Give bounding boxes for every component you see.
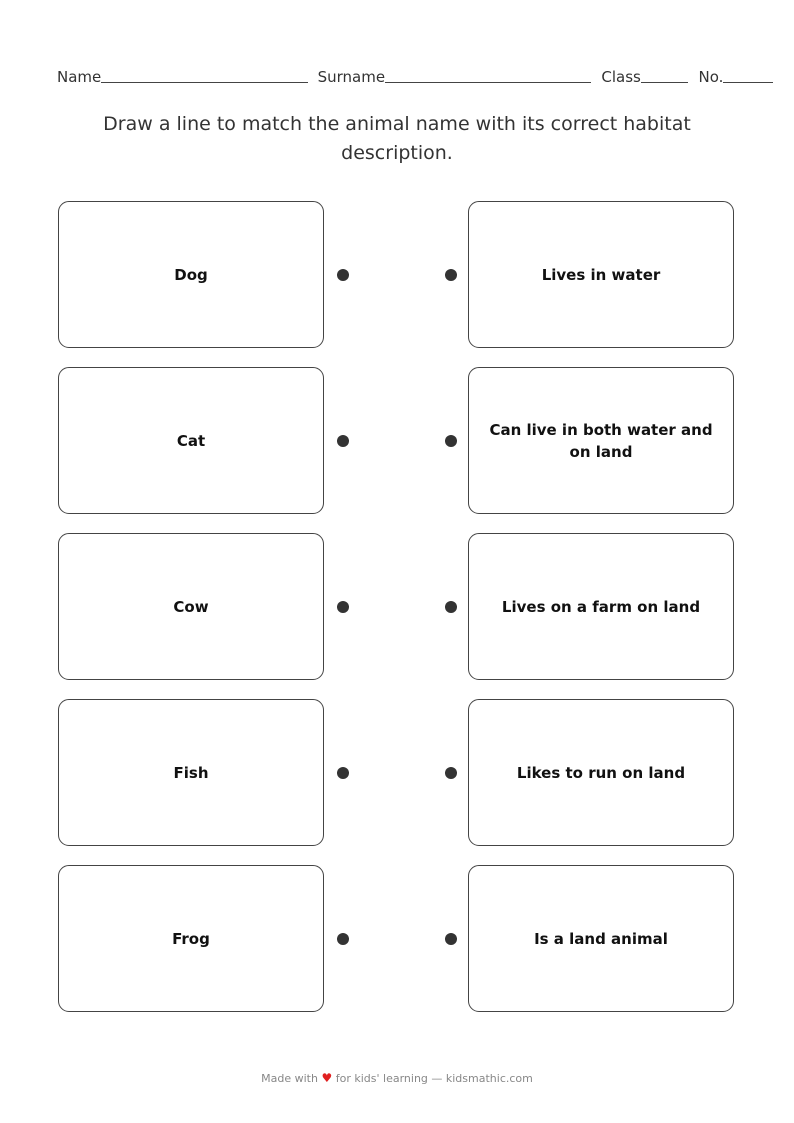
habitat-box-3: Lives on a farm on land bbox=[468, 533, 734, 680]
left-connector-dot[interactable] bbox=[337, 269, 349, 281]
animal-box-frog: Frog bbox=[58, 865, 324, 1012]
left-connector-dot[interactable] bbox=[337, 767, 349, 779]
habitat-box-5: Is a land animal bbox=[468, 865, 734, 1012]
heart-icon: ♥ bbox=[321, 1071, 333, 1085]
animal-box-dog: Dog bbox=[58, 201, 324, 348]
name-field[interactable] bbox=[101, 81, 307, 83]
right-connector-dot[interactable] bbox=[445, 933, 457, 945]
right-connector-dot[interactable] bbox=[445, 767, 457, 779]
class-label: Class bbox=[601, 68, 641, 86]
name-label: Name bbox=[57, 68, 102, 86]
surname-label: Surname bbox=[317, 68, 386, 86]
number-field[interactable] bbox=[723, 81, 773, 83]
habitat-box-4: Likes to run on land bbox=[468, 699, 734, 846]
student-info-row bbox=[57, 68, 773, 86]
left-connector-dot[interactable] bbox=[337, 435, 349, 447]
left-connector-dot[interactable] bbox=[337, 933, 349, 945]
footer-prefix: Made with bbox=[261, 1072, 318, 1085]
right-connector-dot[interactable] bbox=[445, 435, 457, 447]
class-field[interactable] bbox=[641, 81, 689, 83]
right-connector-dot[interactable] bbox=[445, 269, 457, 281]
animal-box-cow: Cow bbox=[58, 533, 324, 680]
animal-box-fish: Fish bbox=[58, 699, 324, 846]
habitat-box-1: Lives in water bbox=[468, 201, 734, 348]
right-connector-dot[interactable] bbox=[445, 601, 457, 613]
surname-field[interactable] bbox=[385, 81, 591, 83]
habitat-box-2: Can live in both water and on land bbox=[468, 367, 734, 514]
left-connector-dot[interactable] bbox=[337, 601, 349, 613]
footer-suffix: for kids' learning — kidsmathic.com bbox=[335, 1072, 533, 1085]
number-label: No. bbox=[698, 68, 724, 86]
animal-box-cat: Cat bbox=[58, 367, 324, 514]
instructions: Draw a line to match the animal name with its correct habitat description. bbox=[103, 113, 691, 164]
footer bbox=[0, 1071, 794, 1085]
